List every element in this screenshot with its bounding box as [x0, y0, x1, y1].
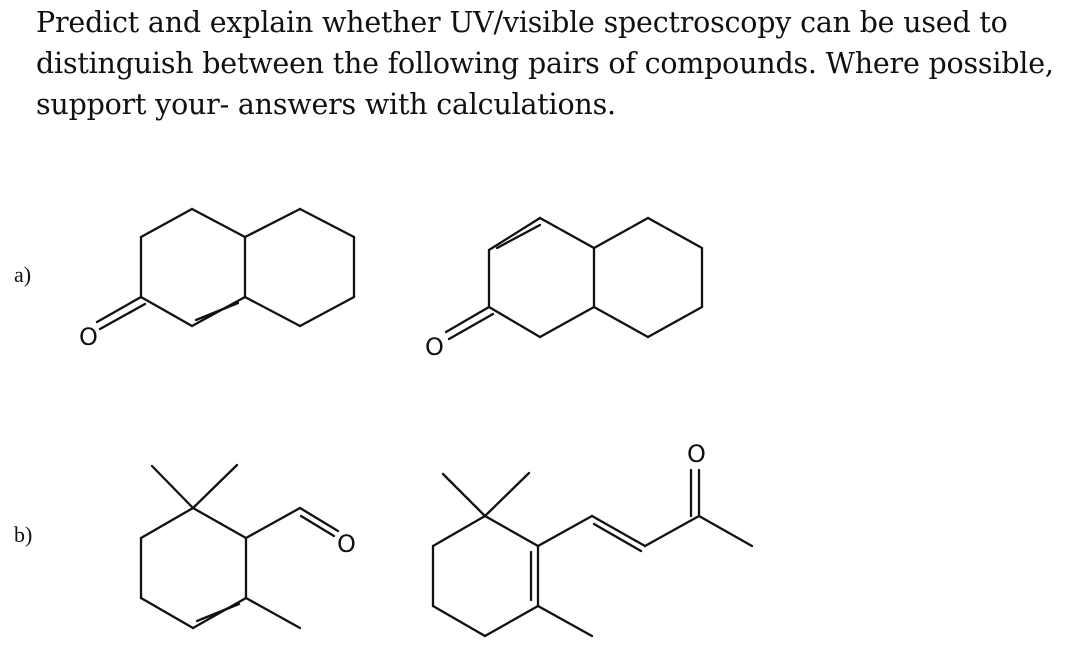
pair-b-label: b) [14, 522, 33, 547]
structure-b2 [433, 440, 752, 636]
structure-b1 [141, 465, 356, 628]
oxygen-b2: O [687, 440, 706, 468]
pair-a-label: a) [14, 262, 32, 287]
question-text: Predict and explain whether UV/visible spectroscopy can be used to distinguish between the following pairs of compounds. Where possible, support your- answers with calculations. [36, 6, 1054, 121]
oxygen-b1: O [337, 530, 356, 558]
oxygen-a2: O [425, 333, 444, 361]
structure-a1 [79, 209, 354, 351]
structure-a2 [425, 218, 702, 361]
oxygen-a1: O [79, 323, 98, 351]
